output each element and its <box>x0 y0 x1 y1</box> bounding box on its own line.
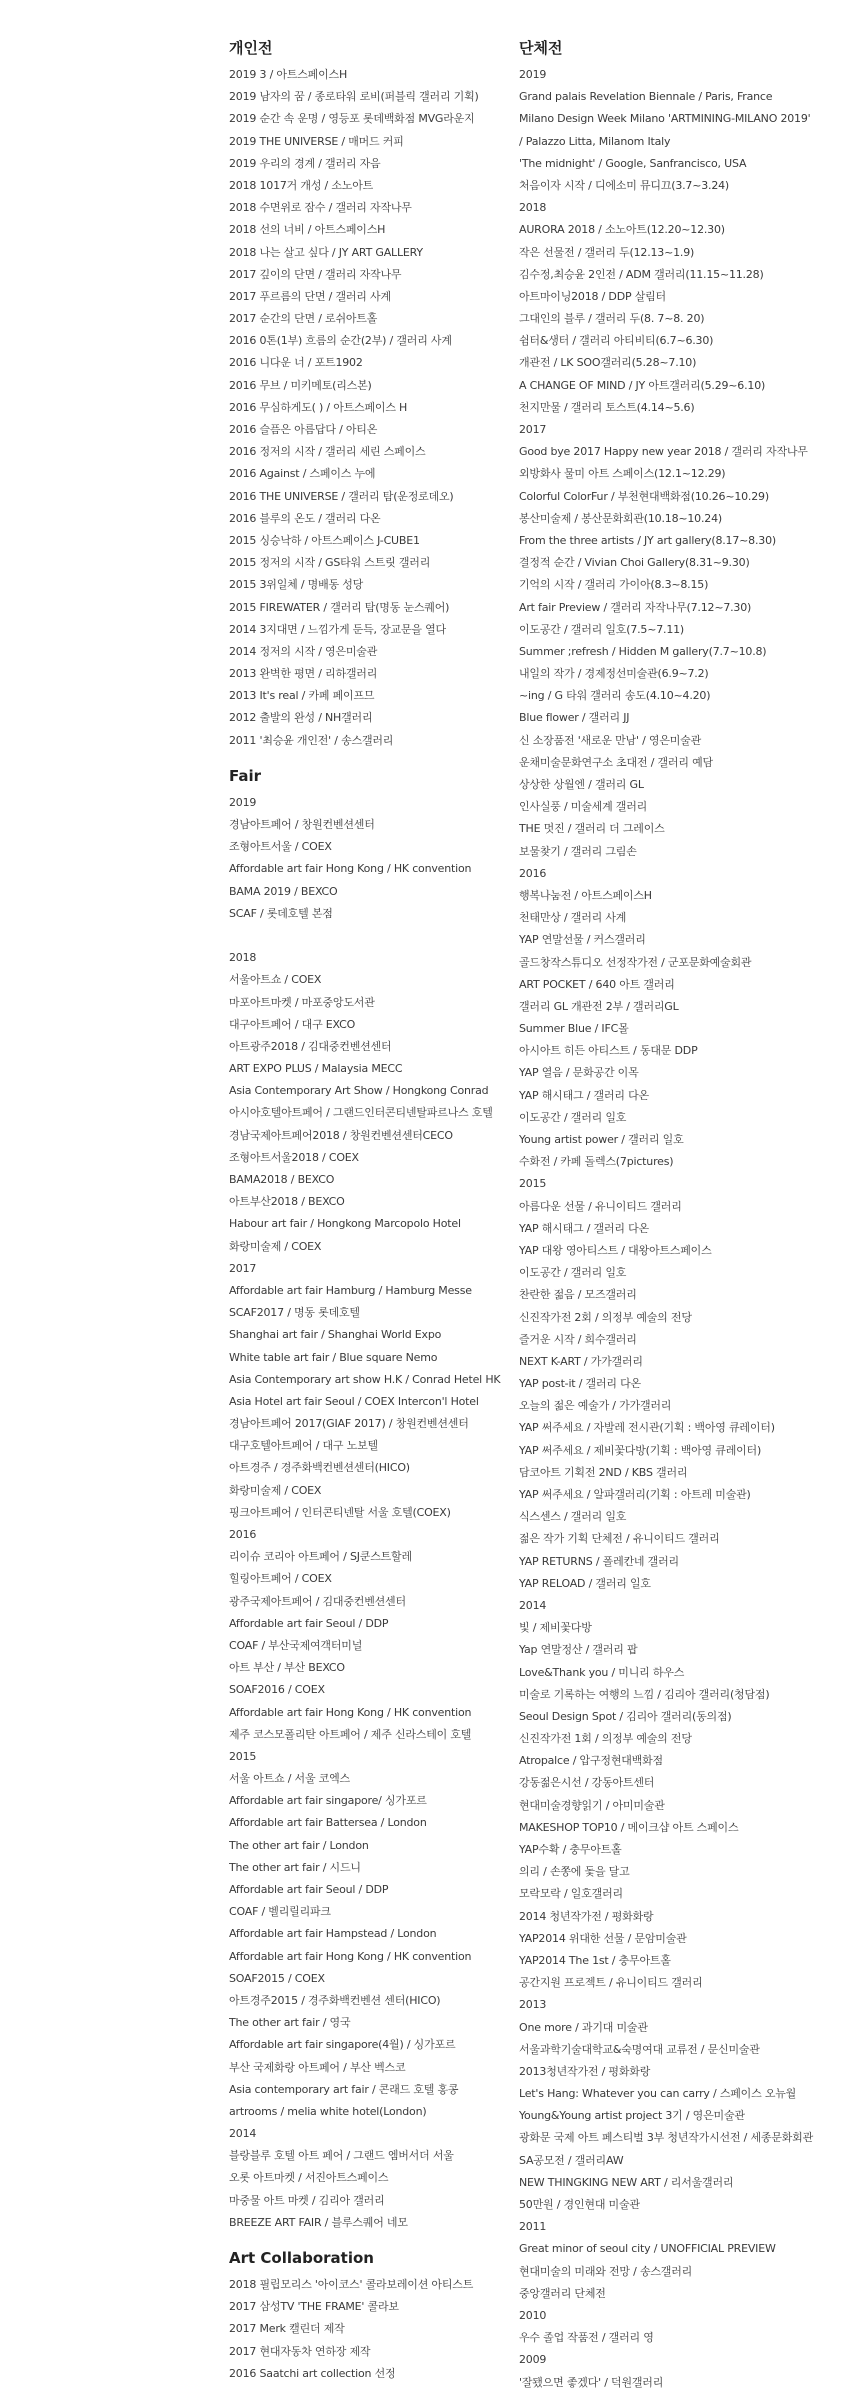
group-exhibition-item: 미술로 기록하는 여행의 느낌 / 김리아 갤러리(청담점) <box>519 1687 770 1701</box>
art-collaboration-heading: Art Collaboration <box>229 2249 374 2267</box>
fair-item: BAMA 2019 / BEXCO <box>229 884 338 898</box>
group-exhibition-item: YAP RETURNS / 폴레칸네 갤러리 <box>519 1554 679 1568</box>
group-exhibition-item: NEW THINGKING NEW ART / 리서울갤러리 <box>519 2175 734 2189</box>
solo-exhibition-item: 2016 THE UNIVERSE / 갤러리 탐(운정로데오) <box>229 489 454 503</box>
group-exhibition-item: 신진작가전 1회 / 의정부 예술의 전당 <box>519 1732 692 1746</box>
fair-item: Shanghai art fair / Shanghai World Expo <box>229 1328 442 1342</box>
group-exhibition-item: 처음이자 시작 / 디에소미 뮤디끄(3.7~3.24) <box>519 178 730 192</box>
fair-heading: Fair <box>229 766 262 785</box>
group-exhibition-item: 젊은 작가 기획 단체전 / 유니이티드 갤러리 <box>519 1532 720 1546</box>
group-exhibition-item: Seoul Design Spot / 김리아 갤러리(동의점) <box>519 1709 732 1723</box>
group-exhibition-item: 운채미술문화연구소 초대전 / 갤러리 예담 <box>519 755 713 769</box>
group-exhibition-item: NEXT K-ART / 가가갤러리 <box>519 1354 643 1368</box>
group-exhibition-item: / Palazzo Litta, Milanom Italy <box>519 134 671 148</box>
group-exhibition-item: 즐거운 시작 / 희수갤러리 <box>519 1332 637 1346</box>
solo-exhibition-item: 2012 출발의 완성 / NH갤러리 <box>229 711 373 725</box>
group-exhibition-item: Blue flower / 갤러리 JJ <box>519 711 630 725</box>
group-exhibition-item: 우수 졸업 작품전 / 갤러리 영 <box>519 2331 654 2345</box>
solo-exhibition-item: 2015 정저의 시작 / GS타워 스트릿 갤러리 <box>229 556 431 570</box>
fair-item: Affordable art fair Battersea / London <box>229 1816 427 1830</box>
fair-item: 화랑미술제 / COEX <box>229 1483 322 1497</box>
group-exhibition-item: 2009 <box>519 2353 547 2367</box>
solo-exhibition-item: 2018 1017거 개성 / 소노아트 <box>229 178 374 192</box>
group-exhibition-item: 아시아트 히든 아티스트 / 동대문 DDP <box>519 1044 698 1058</box>
group-exhibition-item: Atropalce / 압구정현대백화점 <box>519 1754 663 1768</box>
fair-item: 대구아트페어 / 대구 EXCO <box>229 1017 356 1031</box>
fair-item <box>229 925 529 947</box>
fair-item: 화랑미술제 / COEX <box>229 1239 322 1253</box>
group-exhibition-item: SA공모전 / 갤러리AW <box>519 2153 624 2167</box>
solo-exhibition-item: 2017 깊이의 단면 / 갤러리 자작나무 <box>229 267 402 281</box>
group-exhibition-item: Love&Thank you / 미니리 하우스 <box>519 1665 685 1679</box>
fair-item: Affordable art fair singapore/ 싱가포르 <box>229 1794 427 1808</box>
fair-item: 경남아트페어 / 창원컨벤션센터 <box>229 818 375 831</box>
right-column <box>519 36 859 2394</box>
group-exhibition-item: Summer ;refresh / Hidden M gallery(7.7~10.8) <box>519 644 767 658</box>
group-exhibition-item: YAP2014 The 1st / 충무아트홀 <box>519 1953 671 1967</box>
fair-item: 아트경주 / 경주화백컨벤션센터(HICO) <box>229 1461 410 1475</box>
fair-item: Affordable art fair Hong Kong / HK convention <box>229 1705 472 1719</box>
group-exhibition-item: YAP 해시태그 / 갤러리 다온 <box>519 1088 649 1102</box>
solo-exhibitions-heading: 개인전 <box>229 39 273 57</box>
fair-item: 경남국제아트페어2018 / 창원컨벤션센터CECO <box>229 1128 453 1142</box>
group-exhibition-item: 2013 <box>519 1998 547 2012</box>
solo-exhibition-item: 2014 정저의 시작 / 영은미술관 <box>229 644 378 658</box>
fair-item: BAMA2018 / BEXCO <box>229 1173 335 1186</box>
fair-item: White table art fair / Blue square Nemo <box>229 1350 438 1364</box>
fair-item: 2014 <box>229 2127 257 2141</box>
fair-item: artrooms / melia white hotel(London) <box>229 2104 427 2118</box>
group-exhibition-item: 2014 청년작가전 / 평화화랑 <box>519 1909 654 1923</box>
fair-item: 대구호텔아트페어 / 대구 노보텔 <box>229 1439 378 1453</box>
group-exhibition-item: Let's Hang: Whatever you can carry / 스페이스 오뉴월 <box>519 2087 797 2101</box>
fair-item: COAF / 부산국제여객터미널 <box>229 1638 363 1652</box>
fair-item: Affordable art fair Hong Kong / HK convention <box>229 862 472 876</box>
group-exhibition-item: 찬란한 젊음 / 모즈갤러리 <box>519 1288 637 1302</box>
collaboration-item: 2017 Merk 캘린더 제작 <box>229 2322 345 2336</box>
group-exhibition-item: MAKESHOP TOP10 / 메이크샵 아트 스페이스 <box>519 1820 739 1834</box>
group-exhibition-item: YAP2014 위대한 선물 / 문암미술관 <box>519 1931 687 1945</box>
fair-item: Asia Hotel art fair Seoul / COEX Intercon'l Hotel <box>229 1394 479 1408</box>
group-exhibition-item: 담코아트 기획전 2ND / KBS 갤러리 <box>519 1465 688 1479</box>
group-exhibition-item: 아트마이닝2018 / DDP 살림터 <box>519 289 666 303</box>
solo-exhibition-item: 2016 블루의 온도 / 갤러리 다온 <box>229 511 381 525</box>
group-exhibition-item: 2011 <box>519 2220 547 2234</box>
fair-item: COAF / 벨리릴리파크 <box>229 1905 331 1919</box>
group-exhibition-item: 현대미술경향읽기 / 아미미술관 <box>519 1798 665 1812</box>
fair-item: 서울 아트쇼 / 서울 코엑스 <box>229 1772 350 1786</box>
solo-exhibition-item: 2016 0톤(1부) 흐름의 순간(2부) / 갤러리 사계 <box>229 334 452 348</box>
group-exhibition-item: Young artist power / 갤러리 일호 <box>519 1133 684 1146</box>
group-exhibition-item: Grand palais Revelation Biennale / Paris, France <box>519 90 773 104</box>
fair-item: 마중물 아트 마켓 / 김리아 갤러리 <box>229 2193 385 2207</box>
fair-list <box>229 792 529 2234</box>
group-exhibition-item: Great minor of seoul city / UNOFFICIAL PREVIEW <box>519 2242 776 2256</box>
solo-exhibition-item: 2016 니다운 너 / 포트1902 <box>229 356 363 370</box>
solo-exhibition-item: 2017 순간의 단면 / 로쉬아트홀 <box>229 312 378 326</box>
group-exhibition-item: YAP 열음 / 문화공간 이목 <box>519 1066 639 1080</box>
group-exhibition-item: 이도공간 / 갤러리 일호 <box>519 1110 627 1124</box>
solo-exhibition-item: 2016 무브 / 미키메토(리스본) <box>229 378 372 392</box>
solo-exhibition-item: 2015 3위일체 / 명배동 성당 <box>229 578 364 592</box>
group-exhibition-item: 결정적 순간 / Vivian Choi Gallery(8.31~9.30) <box>519 556 750 570</box>
group-exhibition-item: From the three artists / JY art gallery(8.17~8.30) <box>519 533 776 547</box>
fair-item: SCAF2017 / 명동 롯데호텔 <box>229 1306 360 1320</box>
group-exhibition-item: 상상한 상월엔 / 갤러리 GL <box>519 778 644 791</box>
group-exhibition-item: AURORA 2018 / 소노아트(12.20~12.30) <box>519 223 725 237</box>
group-exhibition-item: YAP 대왕 영아티스트 / 대왕아트스페이스 <box>519 1243 712 1257</box>
group-exhibition-item: 신 소장품전 '새로운 만남' / 영은미술관 <box>519 733 702 747</box>
solo-exhibition-item: 2015 FIREWATER / 갤러리 탐(명동 눈스퀘어) <box>229 600 450 614</box>
group-exhibition-item: 천지만물 / 갤러리 토스트(4.14~5.6) <box>519 400 695 414</box>
fair-item: 힐링아트페어 / COEX <box>229 1572 332 1586</box>
fair-item: 마포아트마켓 / 마포중앙도서관 <box>229 995 375 1009</box>
group-exhibition-item: 2016 <box>519 866 547 880</box>
group-exhibition-item: 50만원 / 경인현대 미술관 <box>519 2198 640 2211</box>
collaboration-item: 2018 필립모리스 '아이코스' 콜라보레이션 아티스트 <box>229 2278 474 2291</box>
group-exhibition-item: 의리 / 손쫑에 돛을 달고 <box>519 1865 630 1879</box>
group-exhibition-item: A CHANGE OF MIND / JY 아트갤러리(5.29~6.10) <box>519 378 766 392</box>
solo-exhibition-item: 2019 우리의 경계 / 갤러리 자음 <box>229 156 381 170</box>
solo-exhibition-item: 2015 싱승낙하 / 아트스페이스 J-CUBE1 <box>229 533 420 547</box>
solo-exhibition-item: 2019 남자의 꿈 / 종로타워 로비(퍼블릭 갤러리 기획) <box>229 90 479 104</box>
solo-exhibition-item: 2014 3지대면 / 느낌가게 둔득, 장교문을 열다 <box>229 622 446 636</box>
fair-item: Affordable art fair Seoul / DDP <box>229 1883 389 1896</box>
fair-item: 부산 국제화랑 아트페어 / 부산 벡스코 <box>229 2060 406 2074</box>
solo-exhibition-item: 2019 순간 속 운명 / 영등포 롯데백화점 MVG라운지 <box>229 112 475 126</box>
group-exhibition-item: YAP수확 / 충무아트홀 <box>519 1843 622 1856</box>
fair-item: 핑크아트페어 / 인터콘티넨탈 서울 호텔(COEX) <box>229 1505 451 1519</box>
fair-item: 광주국제아트페어 / 김대중컨벤션센터 <box>229 1594 406 1608</box>
group-exhibition-item: YAP 해시태그 / 갤러리 다온 <box>519 1221 649 1235</box>
fair-item: Habour art fair / Hongkong Marcopolo Hotel <box>229 1217 461 1231</box>
group-exhibition-item: 행복나눔전 / 아트스페이스H <box>519 888 652 902</box>
fair-item: 2016 <box>229 1528 257 1541</box>
group-exhibition-item: Yap 연말정산 / 갤러리 팝 <box>519 1643 638 1657</box>
fair-item: 아트 부산 / 부산 BEXCO <box>229 1661 345 1675</box>
group-exhibition-item: 광화문 국제 아트 페스티벌 3부 청년작가시선전 / 세종문화회관 <box>519 2131 814 2145</box>
group-exhibition-item: Art fair Preview / 갤러리 자작나무(7.12~7.30) <box>519 600 752 614</box>
fair-item: Affordable art fair Hampstead / London <box>229 1927 437 1941</box>
group-exhibitions-list <box>519 64 859 2394</box>
fair-item: 리이슈 코리아 아트페어 / SJ쿤스트할레 <box>229 1550 412 1564</box>
group-exhibition-item: 공간지원 프로젝트 / 유니이티드 갤러리 <box>519 1976 703 1990</box>
fair-item: 서울아트쇼 / COEX <box>229 973 322 987</box>
fair-item: The other art fair / 영국 <box>229 2016 351 2030</box>
group-exhibition-item: 식스센스 / 갤러리 일호 <box>519 1510 627 1524</box>
group-exhibition-item: 갤러리 GL 개관전 2부 / 갤러리GL <box>519 999 679 1013</box>
group-exhibition-item: 봉산미술제 / 봉산문화회관(10.18~10.24) <box>519 511 722 525</box>
solo-exhibition-item: 2016 슬픔은 아름답다 / 아티온 <box>229 423 378 436</box>
group-exhibition-item: 현대미술의 미래와 전망 / 송스갤러리 <box>519 2264 693 2278</box>
group-exhibition-item: 김수정,최승윤 2인전 / ADM 갤러리(11.15~11.28) <box>519 267 764 281</box>
group-exhibition-item: 오늘의 젊은 예술가 / 가가갤러리 <box>519 1399 672 1413</box>
group-exhibition-item: Good bye 2017 Happy new year 2018 / 갤러리 자작나무 <box>519 445 808 459</box>
solo-exhibition-item: 2017 푸르름의 단면 / 갤러리 사계 <box>229 289 391 303</box>
group-exhibition-item: 쉼터&생터 / 갤러리 아티비티(6.7~6.30) <box>519 334 714 348</box>
fair-item: 아트광주2018 / 김대중컨벤션센터 <box>229 1039 392 1053</box>
group-exhibition-item: 2017 <box>519 423 547 436</box>
fair-item: Asia contemporary art fair / 콘래드 호텔 홍콩 <box>229 2082 459 2096</box>
group-exhibition-item: 2018 <box>519 201 547 215</box>
fair-item: The other art fair / 시드니 <box>229 1860 361 1874</box>
group-exhibition-item: Milano Design Week Milano 'ARTMINING-MILANO 2019' <box>519 112 811 126</box>
group-exhibition-item: 모락모락 / 일호갤러리 <box>519 1887 623 1901</box>
group-exhibition-item: 2019 <box>519 68 547 81</box>
group-exhibition-item: YAP 연말선물 / 커스갤러리 <box>519 933 646 947</box>
fair-item: SOAF2016 / COEX <box>229 1683 325 1697</box>
solo-exhibition-item: 2018 수면위로 잠수 / 갤러리 자작나무 <box>229 201 412 215</box>
fair-item: 조형아트서울 / COEX <box>229 840 332 854</box>
group-exhibition-item: 내일의 작가 / 경제정선미술관(6.9~7.2) <box>519 667 709 681</box>
group-exhibition-item: '잘됐으면 좋겠다' / 덕원갤러리 <box>519 2375 664 2389</box>
solo-exhibitions-list <box>229 64 529 752</box>
fair-item: 블랑블루 호텔 아트 페어 / 그랜드 엠버서더 서울 <box>229 2149 454 2163</box>
group-exhibition-item: 2013청년작가전 / 평화화랑 <box>519 2064 651 2078</box>
group-exhibition-item: 골드창작스튜디오 선정작가전 / 군포문화예술회관 <box>519 955 752 969</box>
fair-item: 아시아호텔아트페어 / 그랜드인터콘티넨탈파르나스 호텔 <box>229 1106 493 1120</box>
group-exhibition-item: 중앙갤러리 단체전 <box>519 2286 606 2300</box>
solo-exhibition-item: 2011 '최승윤 개인전' / 송스갤러리 <box>229 733 394 747</box>
group-exhibition-item: 신진작가전 2회 / 의정부 예술의 전당 <box>519 1310 692 1324</box>
group-exhibition-item: YAP 써주세요 / 제비꽃다방(기획 : 백아영 큐레이터) <box>519 1443 762 1457</box>
group-exhibition-item: 서울과학기술대학교&숙명여대 교류전 / 문신미술관 <box>519 2042 760 2056</box>
group-exhibition-item: 수화전 / 카페 돌렉스(7pictures) <box>519 1155 674 1169</box>
group-exhibition-item: 'The midnight' / Google, Sanfrancisco, USA <box>519 156 747 170</box>
fair-item: 2019 <box>229 795 257 809</box>
group-exhibition-item: YAP 써주세요 / 자발레 전시관(기획 : 백아영 큐레이터) <box>519 1421 775 1435</box>
solo-exhibition-item: 2019 THE UNIVERSE / 매머드 커피 <box>229 134 404 148</box>
group-exhibition-item: One more / 과기대 미술관 <box>519 2020 648 2034</box>
group-exhibition-item: 이도공간 / 갤러리 일호 <box>519 1266 627 1280</box>
group-exhibition-item: 인사실풍 / 미술세계 갤러리 <box>519 800 648 814</box>
fair-item: Asia Contemporary art show H.K / Conrad Hetel HK <box>229 1372 501 1386</box>
solo-exhibition-item: 2016 Against / 스페이스 누에 <box>229 467 376 481</box>
group-exhibition-item: Colorful ColorFur / 부천현대백화점(10.26~10.29) <box>519 489 769 503</box>
fair-item: 오롯 아트마켓 / 서진아트스페이스 <box>229 2171 389 2185</box>
fair-item: 아트경주2015 / 경주화백컨벤션 센터(HICO) <box>229 1993 441 2007</box>
group-exhibition-item: Young&Young artist project 3기 / 영은미술관 <box>519 2109 745 2123</box>
group-exhibition-item: 이도공간 / 갤러리 일호(7.5~7.11) <box>519 622 685 636</box>
group-exhibition-item: 그대인의 블루 / 갤러리 두(8. 7~8. 20) <box>519 312 705 326</box>
group-exhibition-item: 2010 <box>519 2308 547 2322</box>
art-collaboration-list <box>229 2274 529 2385</box>
fair-item: Affordable art fair singapore(4월) / 싱가포르 <box>229 2038 456 2052</box>
fair-item: SOAF2015 / COEX <box>229 1971 325 1985</box>
group-exhibition-item: YAP post-it / 갤러리 다온 <box>519 1377 641 1391</box>
solo-exhibition-item: 2016 정저의 시작 / 갤러리 세린 스페이스 <box>229 445 426 459</box>
fair-item: 아트부산2018 / BEXCO <box>229 1195 345 1209</box>
fair-item: Affordable art fair Seoul / DDP <box>229 1616 389 1630</box>
solo-exhibition-item: 2019 3 / 아트스페이스H <box>229 68 348 81</box>
collaboration-item: 2016 Saatchi art collection 선정 <box>229 2366 396 2380</box>
group-exhibition-item: 보물찾기 / 갤러리 그림손 <box>519 844 637 858</box>
fair-item: 경남아트페어 2017(GIAF 2017) / 창원컨벤션센터 <box>229 1417 469 1431</box>
group-exhibition-item: Summer Blue / IFC몰 <box>519 1022 629 1036</box>
group-exhibition-item: 2014 <box>519 1598 547 1612</box>
group-exhibition-item: 아름다운 선물 / 유니이티드 갤러리 <box>519 1199 682 1213</box>
left-column <box>229 36 529 2385</box>
group-exhibition-item: 기억의 시작 / 갤러리 가이아(8.3~8.15) <box>519 578 709 592</box>
solo-exhibition-item: 2018 나는 살고 싶다 / JY ART GALLERY <box>229 245 423 259</box>
group-exhibition-item: 강동젊은시선 / 강동아트센터 <box>519 1776 655 1790</box>
solo-exhibition-item: 2013 완벽한 평면 / 리하갤러리 <box>229 667 378 681</box>
group-exhibition-item: 2015 <box>519 1177 547 1191</box>
group-exhibition-item: ART POCKET / 640 아트 갤러리 <box>519 977 675 991</box>
group-exhibition-item: THE 멋진 / 갤러리 더 그레이스 <box>519 822 665 836</box>
fair-item: 2018 <box>229 951 257 965</box>
fair-item: 조형아트서울2018 / COEX <box>229 1150 359 1164</box>
fair-item: ART EXPO PLUS / Malaysia MECC <box>229 1062 403 1076</box>
collaboration-item: 2017 현대자동차 연하장 제작 <box>229 2344 371 2358</box>
group-exhibition-item: 외방화사 물미 아트 스페이스(12.1~12.29) <box>519 467 726 481</box>
fair-item: Asia Contemporary Art Show / Hongkong Conrad <box>229 1084 489 1098</box>
fair-item: BREEZE ART FAIR / 블루스퀘어 네모 <box>229 2215 408 2229</box>
fair-item: 제주 코스모폴리탄 아트페어 / 제주 신라스테이 호텔 <box>229 1727 472 1741</box>
group-exhibition-item: 개관전 / LK SOO갤러리(5.28~7.10) <box>519 356 697 370</box>
group-exhibitions-heading: 단체전 <box>519 39 563 57</box>
group-exhibition-item: YAP RELOAD / 갤러리 일호 <box>519 1576 651 1590</box>
collaboration-item: 2017 삼성TV 'THE FRAME' 콜라보 <box>229 2300 399 2314</box>
group-exhibition-item: 작은 선물전 / 갤러리 두(12.13~1.9) <box>519 245 695 259</box>
solo-exhibition-item: 2018 선의 너비 / 아트스페이스H <box>229 223 386 237</box>
fair-item: Affordable art fair Hong Kong / HK convention <box>229 1949 472 1963</box>
fair-item: SCAF / 롯데호텔 본점 <box>229 906 333 920</box>
group-exhibition-item: ~ing / G 타워 갤러리 송도(4.10~4.20) <box>519 689 711 703</box>
fair-item: The other art fair / London <box>229 1838 369 1852</box>
fair-item: Affordable art fair Hamburg / Hamburg Messe <box>229 1283 472 1297</box>
fair-item: 2015 <box>229 1749 257 1763</box>
group-exhibition-item: YAP 써주세요 / 알파갤러리(기획 : 아트레 미술관) <box>519 1488 751 1501</box>
solo-exhibition-item: 2013 It's real / 카페 페이프므 <box>229 689 375 703</box>
fair-item: 2017 <box>229 1261 257 1275</box>
group-exhibition-item: 빛 / 제비꽃다방 <box>519 1621 592 1635</box>
group-exhibition-item: 천태만상 / 갤러리 사계 <box>519 911 627 925</box>
solo-exhibition-item: 2016 무심하게도( ) / 아트스페이스 H <box>229 400 408 414</box>
